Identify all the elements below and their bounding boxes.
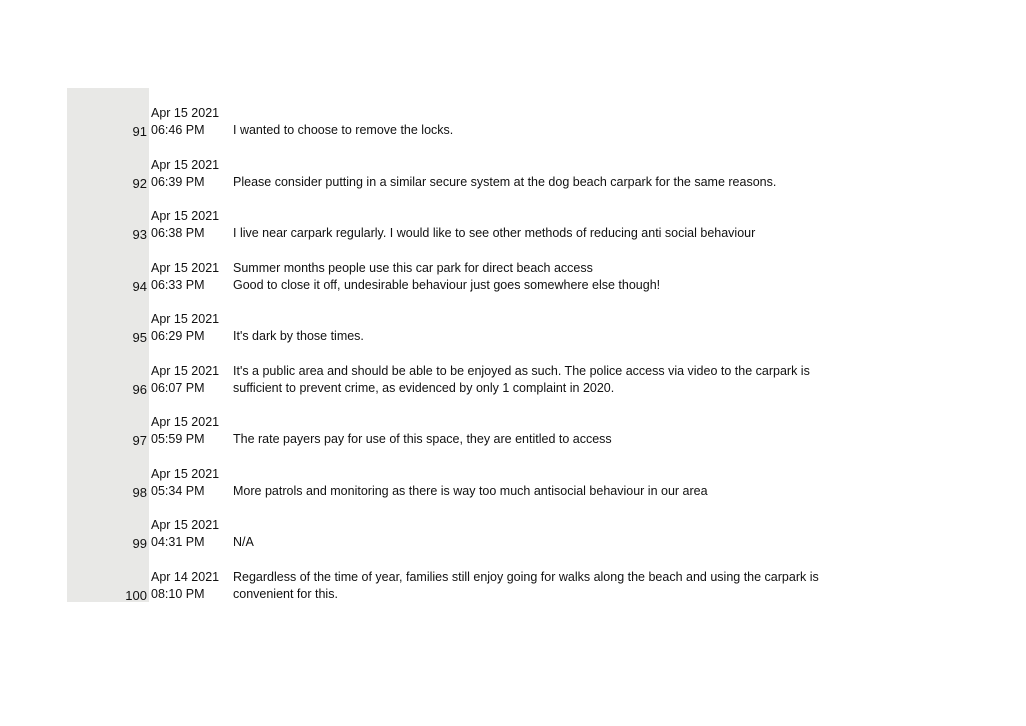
response-number: 95 [132, 330, 147, 345]
response-time: 06:33 PM [151, 277, 205, 292]
response-number: 99 [132, 536, 147, 551]
response-date: Apr 15 2021 [151, 466, 220, 481]
comment-line: It's dark by those times. [233, 329, 364, 343]
response-row [67, 208, 967, 260]
comment-line: Please consider putting in a similar secure system at the dog beach carpark for the same reasons. [233, 174, 777, 189]
response-number: 92 [132, 175, 147, 191]
response-number: 100 [125, 587, 147, 603]
response-comment [233, 363, 893, 397]
response-date: Apr 15 2021 [151, 106, 220, 120]
response-number: 91 [132, 124, 147, 139]
response-comment [233, 431, 893, 448]
response-date: Apr 15 2021 [151, 312, 220, 326]
response-comment [233, 174, 893, 191]
response-datetime [151, 260, 231, 294]
response-row [67, 569, 967, 621]
response-row [67, 105, 967, 157]
comment-line: convenient for this. [233, 586, 338, 601]
response-row [67, 466, 967, 518]
response-number: 96 [132, 381, 147, 397]
response-time: 05:59 PM [151, 432, 205, 446]
comment-line: N/A [233, 535, 254, 549]
response-comment [233, 328, 893, 345]
comment-line: Summer months people use this car park for direct beach access [233, 260, 593, 275]
response-number: 94 [132, 278, 147, 294]
response-time: 05:34 PM [151, 483, 205, 498]
comment-line: Regardless of the time of year, families still enjoy going for walks along the beach and using the carpark is [233, 569, 819, 584]
response-number: 98 [132, 484, 147, 500]
comment-line: I live near carpark regularly. I would like to see other methods of reducing anti social behaviour [233, 226, 756, 240]
comment-line: I wanted to choose to remove the locks. [233, 123, 454, 137]
response-date: Apr 15 2021 [151, 157, 220, 172]
response-comment [233, 122, 893, 139]
response-time: 06:38 PM [151, 226, 205, 240]
response-time: 06:29 PM [151, 329, 205, 343]
response-datetime [151, 414, 231, 448]
response-datetime [151, 569, 231, 603]
response-comment [233, 534, 893, 551]
response-number: 93 [132, 227, 147, 242]
response-datetime [151, 363, 231, 397]
response-comment [233, 225, 893, 242]
response-datetime [151, 157, 231, 191]
comment-line: The rate payers pay for use of this space, they are entitled to access [233, 432, 612, 446]
response-comment [233, 569, 893, 603]
response-time: 06:07 PM [151, 380, 205, 395]
response-date: Apr 15 2021 [151, 260, 220, 275]
response-row [67, 414, 967, 466]
comment-line: Good to close it off, undesirable behaviour just goes somewhere else though! [233, 277, 661, 292]
response-datetime [151, 466, 231, 500]
response-date: Apr 14 2021 [151, 569, 220, 584]
response-time: 08:10 PM [151, 586, 205, 601]
response-time: 04:31 PM [151, 535, 205, 549]
response-datetime [151, 208, 231, 242]
response-time: 06:46 PM [151, 123, 205, 137]
response-row [67, 363, 967, 415]
response-comment [233, 260, 893, 294]
response-row [67, 260, 967, 312]
response-datetime [151, 105, 231, 139]
response-date: Apr 15 2021 [151, 415, 220, 429]
response-date: Apr 15 2021 [151, 518, 220, 532]
response-row [67, 157, 967, 209]
response-comment [233, 483, 893, 500]
comment-line: It's a public area and should be able to be enjoyed as such. The police access via video to the carpark is [233, 363, 810, 378]
comment-line: More patrols and monitoring as there is way too much antisocial behaviour in our area [233, 483, 708, 498]
response-datetime [151, 311, 231, 345]
response-date: Apr 15 2021 [151, 363, 220, 378]
comment-line: sufficient to prevent crime, as evidenced by only 1 complaint in 2020. [233, 380, 615, 395]
response-time: 06:39 PM [151, 174, 205, 189]
response-row [67, 311, 967, 363]
response-datetime [151, 517, 231, 551]
response-row [67, 517, 967, 569]
response-date: Apr 15 2021 [151, 209, 220, 223]
response-number: 97 [132, 433, 147, 448]
responses-table [67, 105, 967, 620]
